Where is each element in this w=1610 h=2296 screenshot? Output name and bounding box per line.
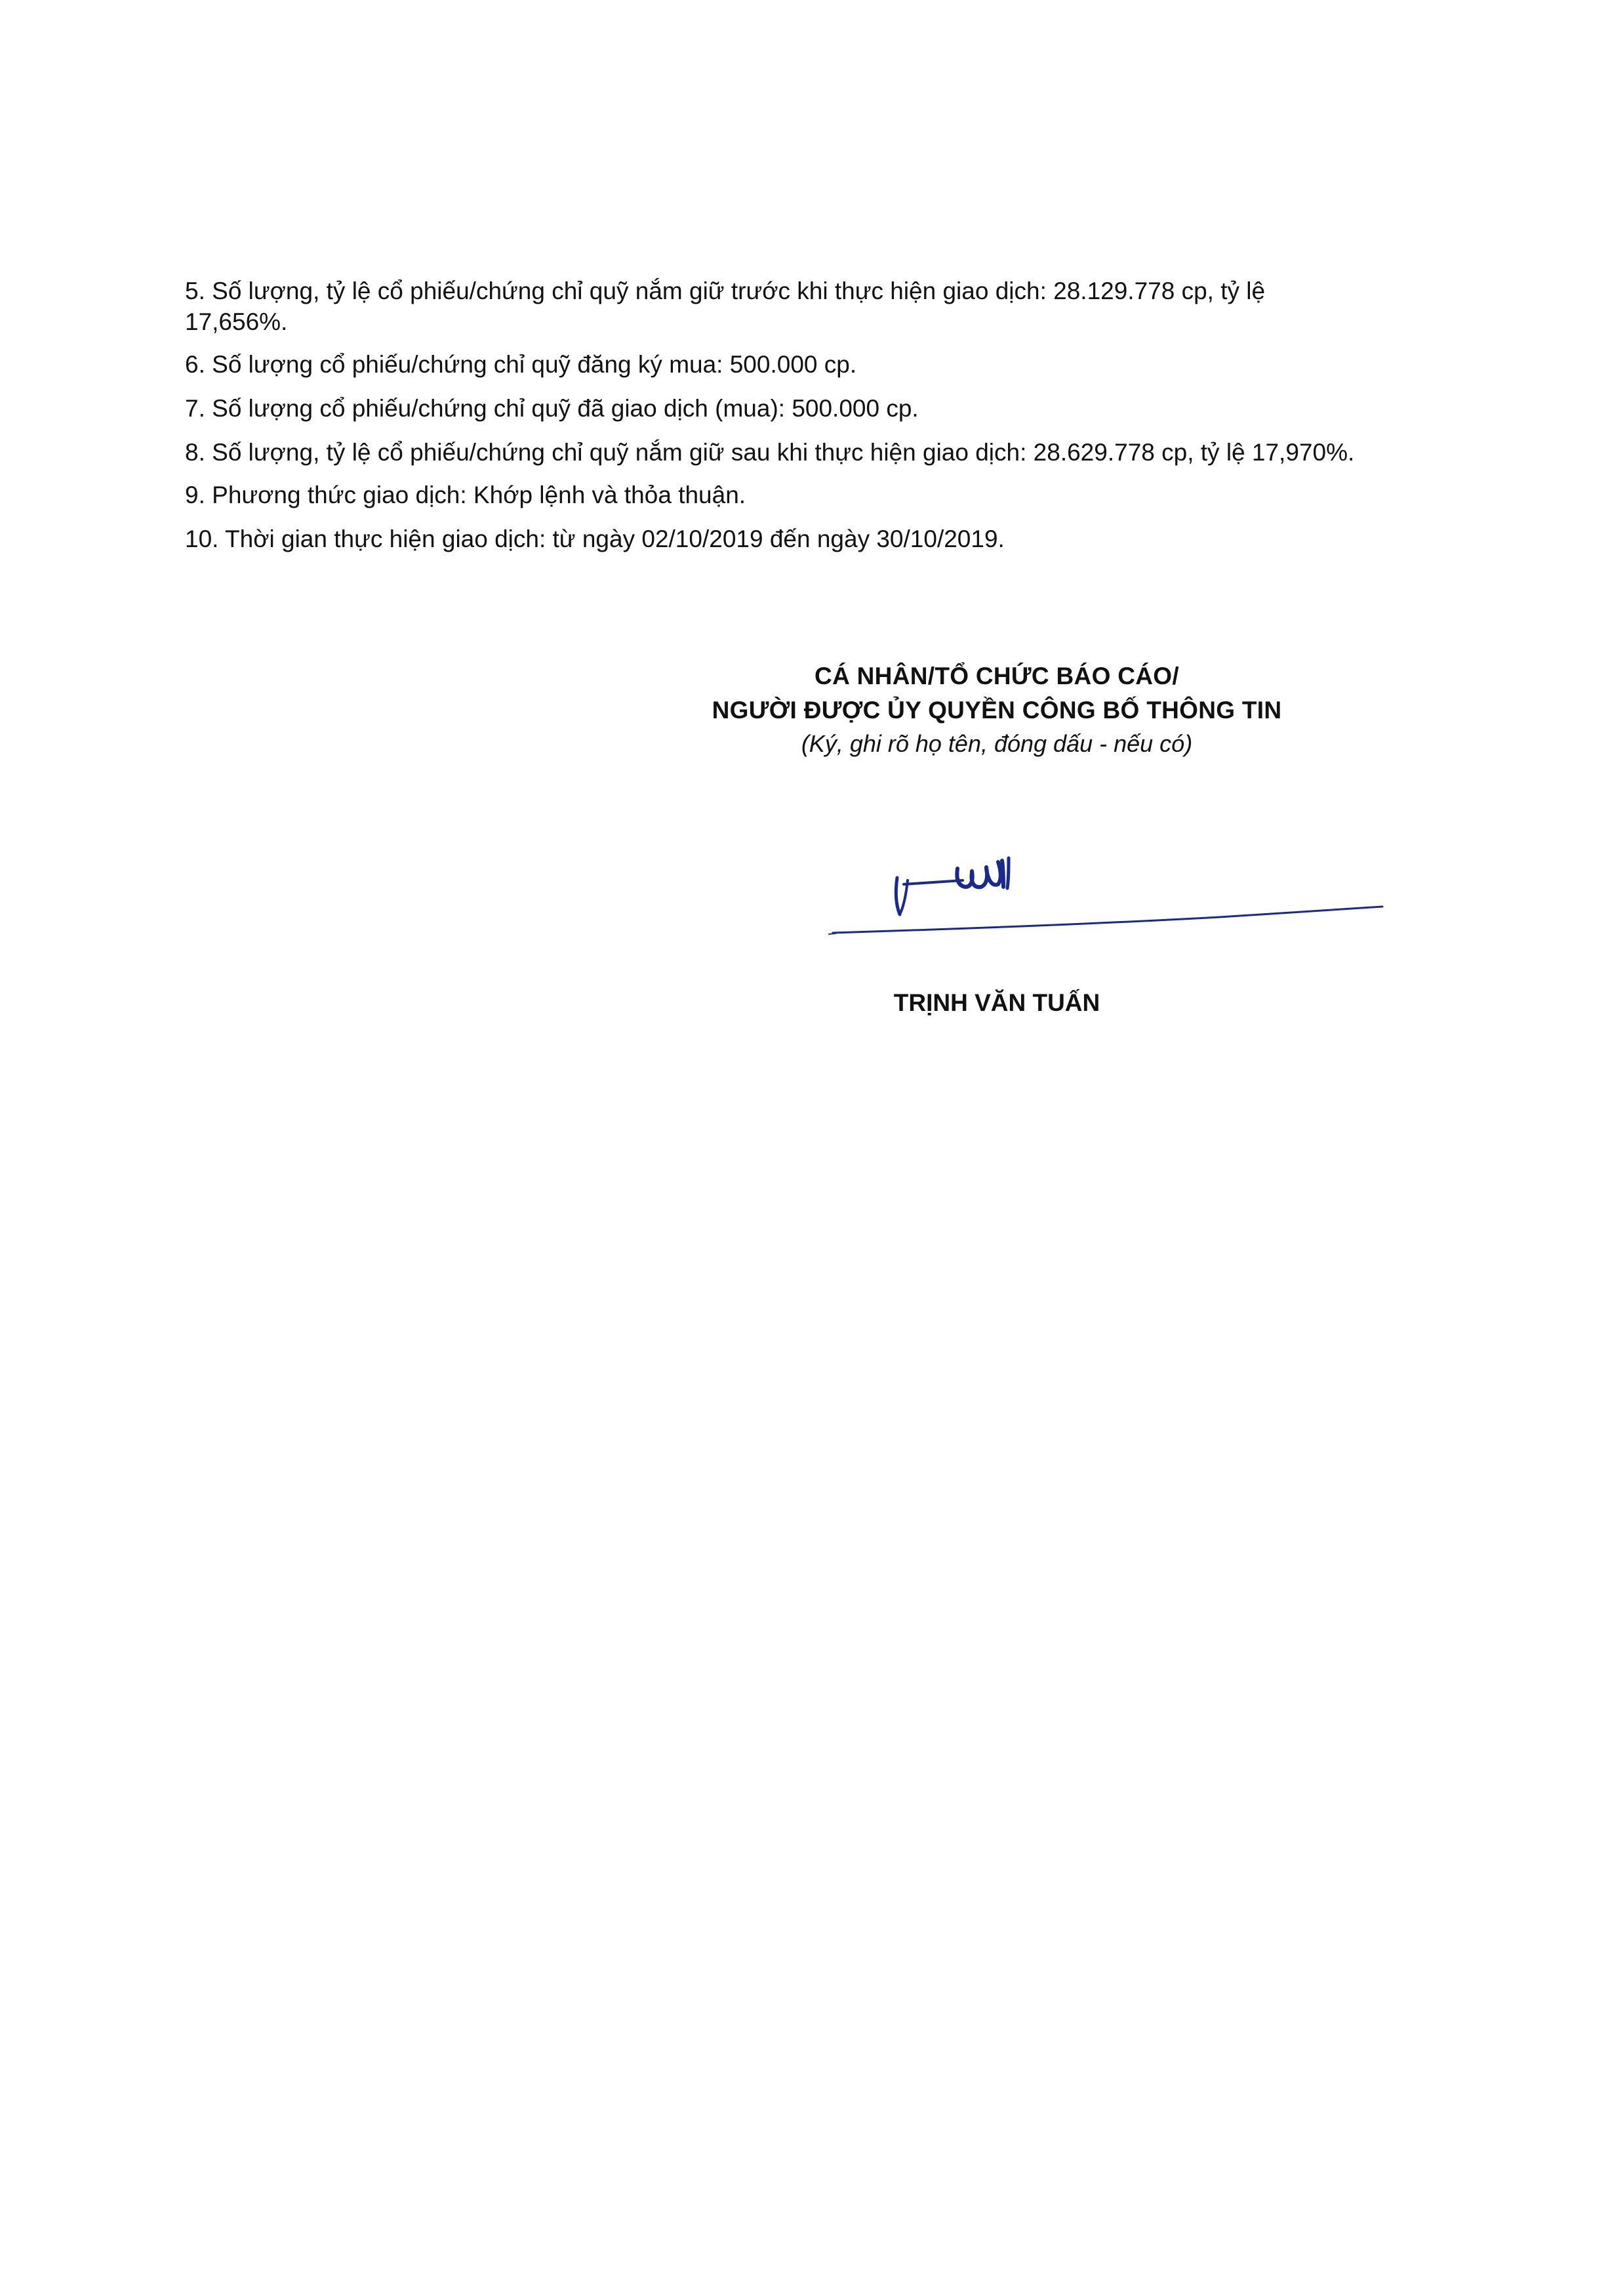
item-holding-before: 5. Số lượng, tỷ lệ cổ phiếu/chứng chỉ quỹ nắm giữ trước khi thực hiện giao dịch: 28.129.778 cp, tỷ lệ 17,656%. xyxy=(185,277,1266,335)
item-registered-buy: 6. Số lượng cổ phiếu/chứng chỉ quỹ đăng ký mua: 500.000 cp. xyxy=(185,351,857,378)
transaction-details-list xyxy=(185,276,1365,567)
signer-name: TRỊNH VĂN TUẤN xyxy=(893,989,1100,1016)
signature-heading xyxy=(669,659,1325,760)
reporter-title-line1: CÁ NHÂN/TỔ CHỨC BÁO CÁO/ xyxy=(815,663,1179,689)
item-holding-after: 8. Số lượng, tỷ lệ cổ phiếu/chứng chỉ quỹ nắm giữ sau khi thực hiện giao dịch: 28.629.778 cp, tỷ lệ 17,970%. xyxy=(185,439,1355,466)
signature-instruction-note: (Ký, ghi rõ họ tên, đóng dấu - nếu có) xyxy=(801,730,1193,757)
reporter-title-line2: NGƯỜI ĐƯỢC ỦY QUYỀN CÔNG BỐ THÔNG TIN xyxy=(712,697,1282,724)
item-trade-period: 10. Thời gian thực hiện giao dịch: từ ngày 02/10/2019 đến ngày 30/10/2019. xyxy=(185,525,1005,552)
handwritten-signature xyxy=(826,846,1390,945)
item-traded-buy: 7. Số lượng cổ phiếu/chứng chỉ quỹ đã giao dịch (mua): 500.000 cp. xyxy=(185,395,919,422)
item-trade-method: 9. Phương thức giao dịch: Khớp lệnh và thỏa thuận. xyxy=(185,482,746,508)
